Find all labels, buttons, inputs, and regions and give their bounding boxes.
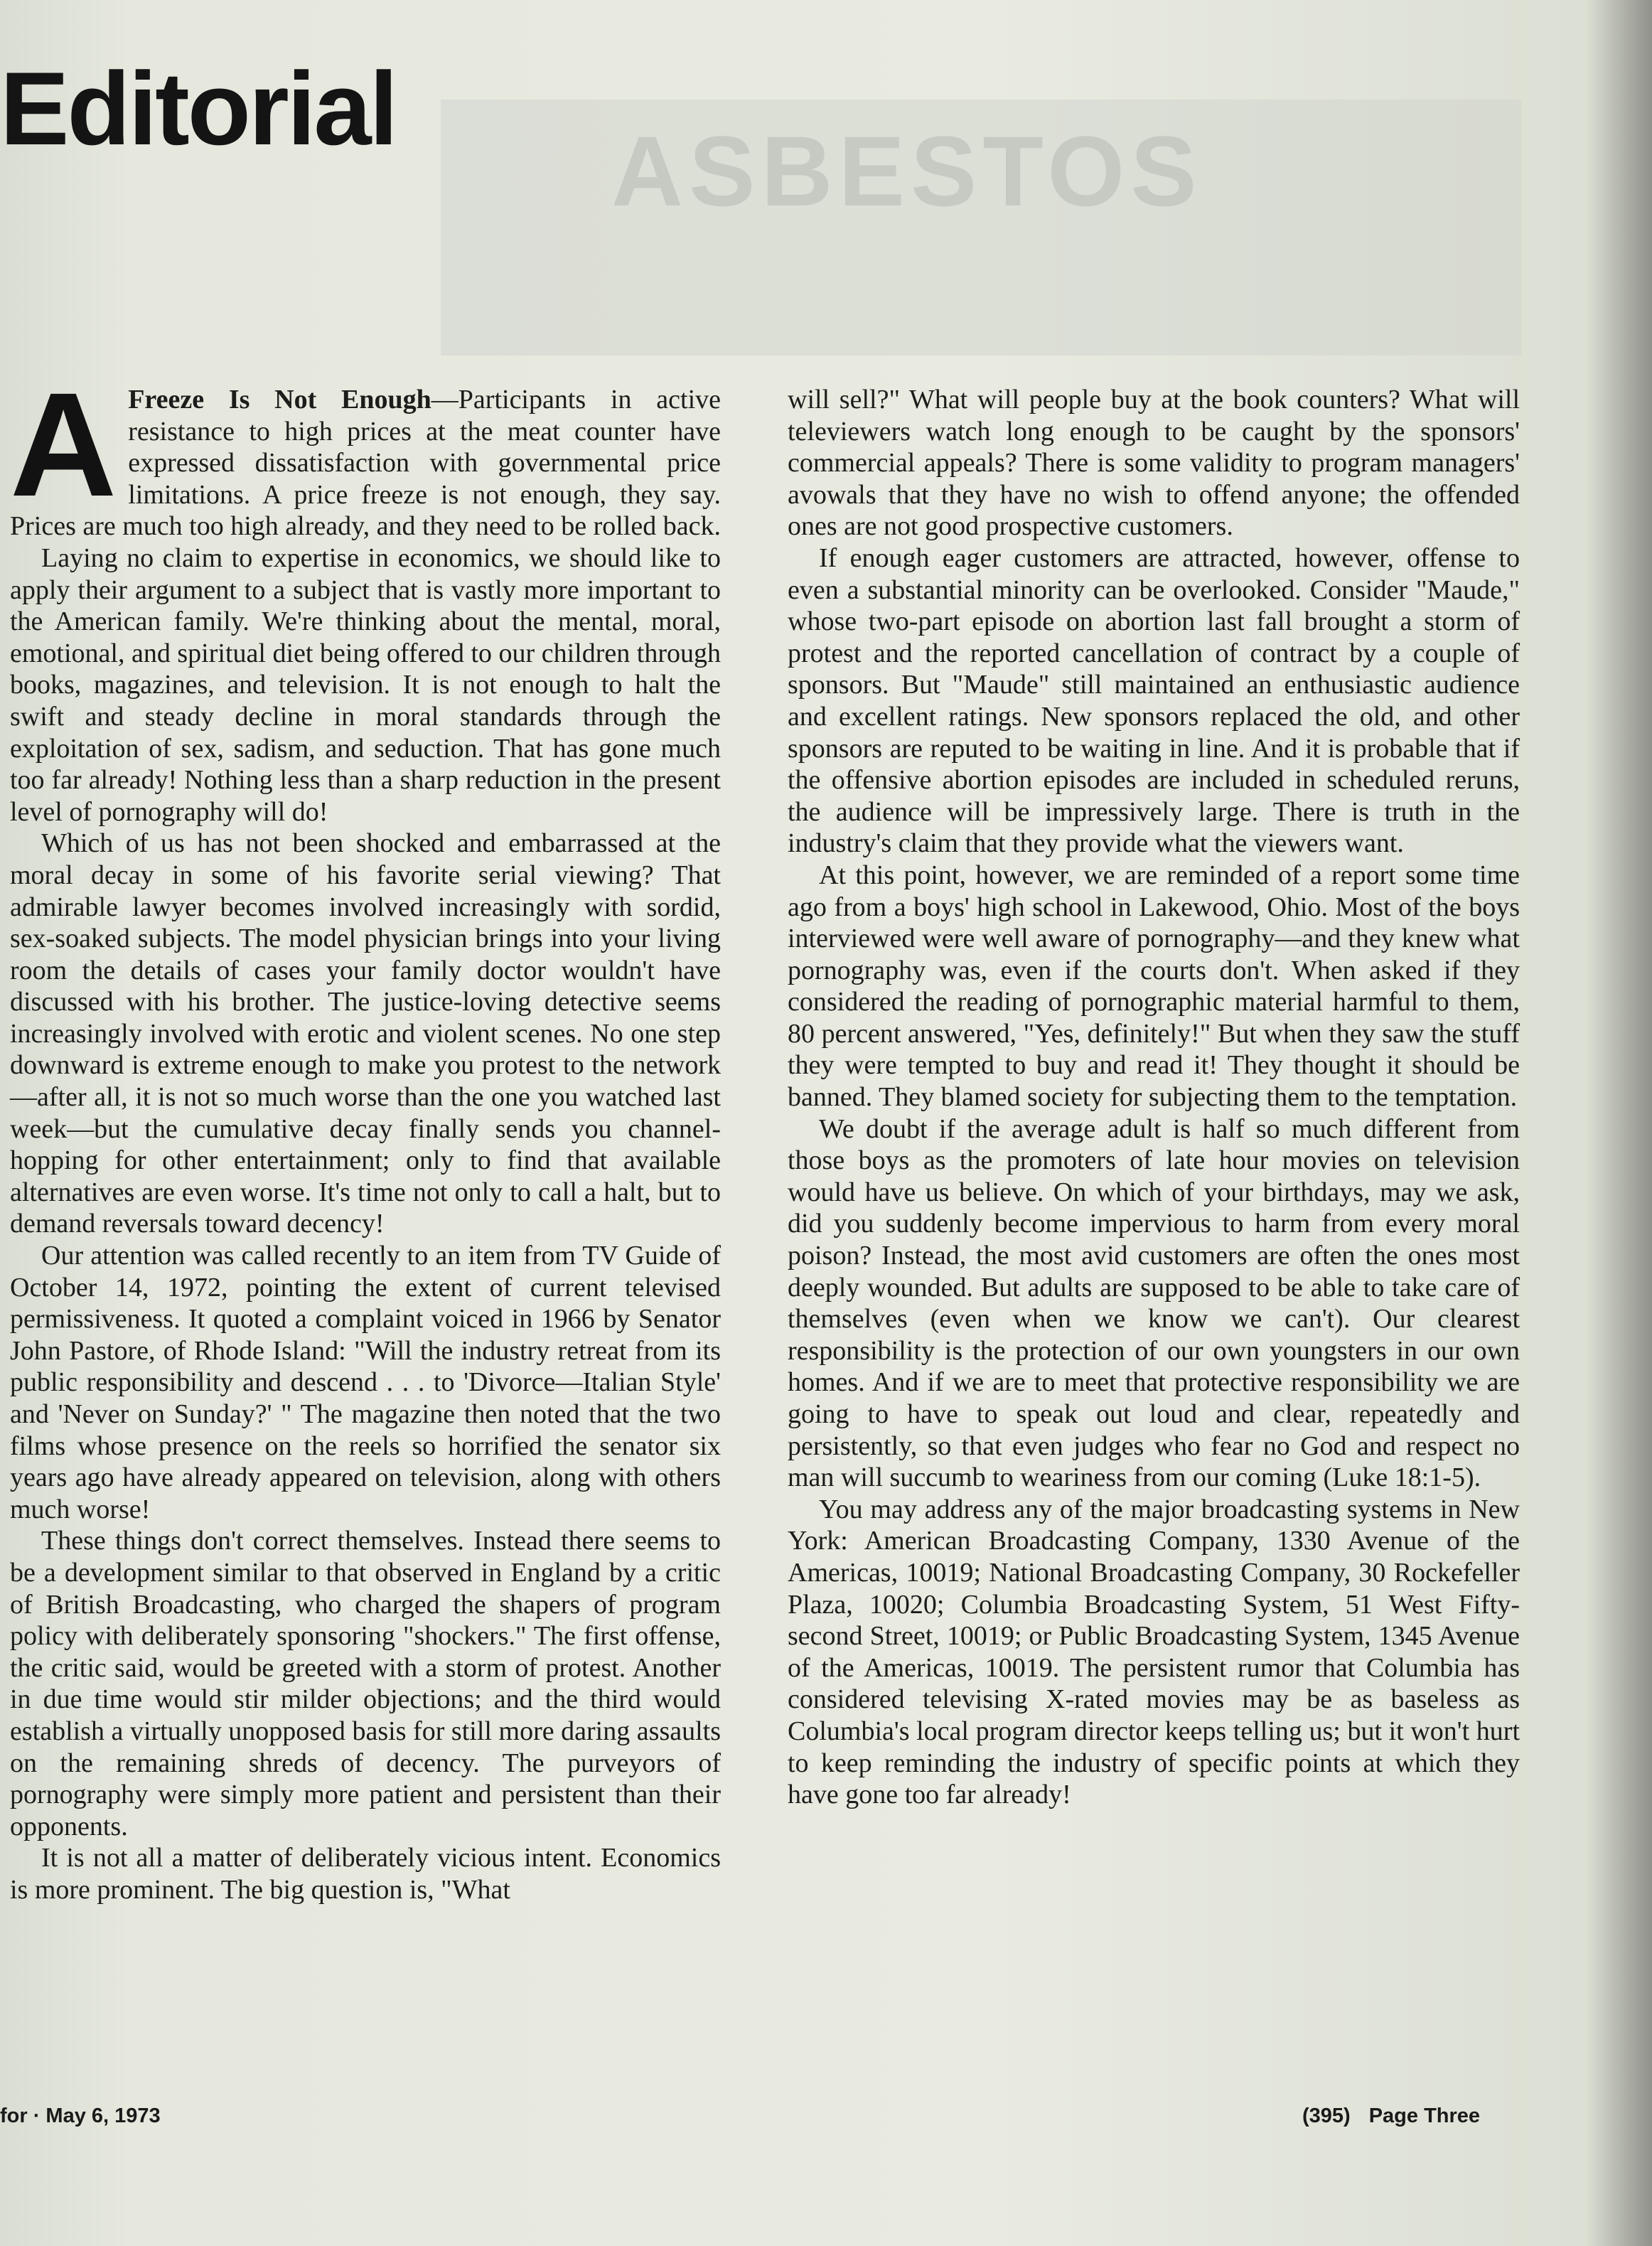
article-paragraph: If enough eager customers are attracted, however, offense to even a substantial minority can be overlooked. Consider "Maude," whose two-part episode on abortion last fall brought a storm of protest and the reported cancellation of contract by a couple of sponsors. But "Maude" still maintained an enthusiastic audience and excellent ratings. New sponsors replaced the old, and other sponsors are reputed to be waiting in line. And it is probable that if the offensive abortion episodes are included in scheduled reruns, the audience will be impressively large. There is truth in the industry's claim that they provide what the viewers want.	[788, 542, 1520, 859]
masthead-title: Editorial	[0, 50, 397, 166]
footer-issue-date: for · May 6, 1973	[0, 2105, 161, 2127]
article-paragraph: You may address any of the major broadcasting systems in New York: American Broadcasting Company, 1330 Avenue of the Americas, 10019; National Broadcasting Company, 30 Rockefeller Plaza, 10020; Columbia Broadcasting System, 51 West Fifty-second Street, 10019; or Public Broadcasting System, 1345 Avenue of the Americas, 10019. The persistent rumor that Columbia has considered televising X-rated movies may be as baseless as Columbia's local program director keeps telling us; but it won't hurt to keep reminding the industry of specific points at which they have gone too far already!	[788, 1494, 1520, 1810]
article-paragraph: It is not all a matter of deliberately vicious intent. Economics is more prominent. The big question is, "What	[10, 1843, 721, 1905]
footer-page-ref: (395)	[1302, 2105, 1351, 2127]
drop-cap: A	[10, 363, 117, 528]
article-paragraph: We doubt if the average adult is half so much different from those boys as the promoters of late hour movies on television would have us believe. On which of your birthdays, may we ask, did you suddenly become impervious to harm from every moral poison? Instead, the most avid customers are often the ones most deeply wounded. But adults are supposed to be able to take care of themselves (even when we know we can't). Our clearest responsibility is the protection of our own youngsters in our own homes. And if we are to meet that protective responsibility we are going to have to speak out loud and clear, repeatedly and persistently, so that even judges who fear no God and respect no man will succumb to weariness from our coming (Luke 18:1-5).	[788, 1113, 1520, 1493]
article-paragraph: will sell?" What will people buy at the book counters? What will televiewers watch long enough to be caught by the sponsors' commercial appeals? There is some validity to program managers' avowals that they have no wish to offend anyone; the offended ones are not good prospective customers.	[788, 385, 1520, 542]
article-paragraph: Laying no claim to expertise in economics, we should like to apply their argument to a subject that is vastly more important to the American family. We're thinking about the mental, moral, emotional, and spiritual diet being offered to our children through books, magazines, and television. It is not enough to halt the swift and steady decline in moral standards through the exploitation of sex, sadism, and seduction. That has gone much too far already! Nothing less than a sharp reduction in the present level of pornography will do!	[10, 542, 721, 827]
article-runin-headline: Freeze Is Not Enough	[128, 385, 431, 415]
article-paragraph: Which of us has not been shocked and embarrassed at the moral decay in some of his favorite serial viewing? That admirable lawyer becomes involved increasingly with sordid, sex-soaked subjects. The model physician brings into your living room the details of cases your family doctor wouldn't have discussed with his brother. The justice-loving detective seems increasingly involved with erotic and violent scenes. No one step downward is extreme enough to make you protest to the network—after all, it is not so much worse than the one you watched last week—but the cumulative decay finally sends you channel-hopping for other entertainment; only to find that available alternatives are even worse. It's time not only to call a halt, but to demand reversals toward decency!	[10, 828, 721, 1239]
article-paragraph: Our attention was called recently to an item from TV Guide of October 14, 1972, pointing the extent of current televised permissiveness. It quoted a complaint voiced in 1966 by Senator John Pastore, of Rhode Island: "Will the industry retreat from its public responsibility and descend . . . to 'Divorce—Italian Style' and 'Never on Sunday?' " The magazine then noted that the two films whose presence on the reels so horrified the senator six years ago have already appeared on television, along with others much worse!	[10, 1241, 721, 1524]
article-column-right	[788, 384, 1520, 1811]
footer-page-label: Page Three	[1368, 2105, 1481, 2127]
article-column-left	[10, 363, 721, 1906]
article-paragraph	[10, 363, 721, 542]
faded-background-word: ASBESTOS	[611, 115, 1203, 227]
article-paragraph-text: —Participants in active resistance to high prices at the meat counter have expressed dissatisfaction with governmental price limitations. A price freeze is not enough, they say. Prices are much too high already, and they need to be rolled back.	[10, 385, 721, 542]
article-paragraph: At this point, however, we are reminded of a report some time ago from a boys' high school in Lakewood, Ohio. Most of the boys interviewed were well aware of pornography—and they knew what pornography was, even if the courts don't. When asked if they considered the reading of pornographic material harmful to them, 80 percent answered, "Yes, definitely!" But when they saw the stuff they were tempted to buy and read it! They thought it should be banned. They blamed society for subjecting them to the temptation.	[788, 860, 1520, 1113]
article-paragraph: These things don't correct themselves. Instead there seems to be a development similar to that observed in England by a critic of British Broadcasting, who charged the shapers of program policy with deliberately sponsoring "shockers." The first offense, the critic said, would be greeted with a storm of protest. Another in due time would stir milder objections; and the third would establish a virtually unopposed basis for still more daring assaults on the remaining shreds of decency. The purveyors of pornography were simply more patient and persistent than their opponents.	[10, 1526, 721, 1841]
footer-page-number	[1302, 2105, 1480, 2128]
